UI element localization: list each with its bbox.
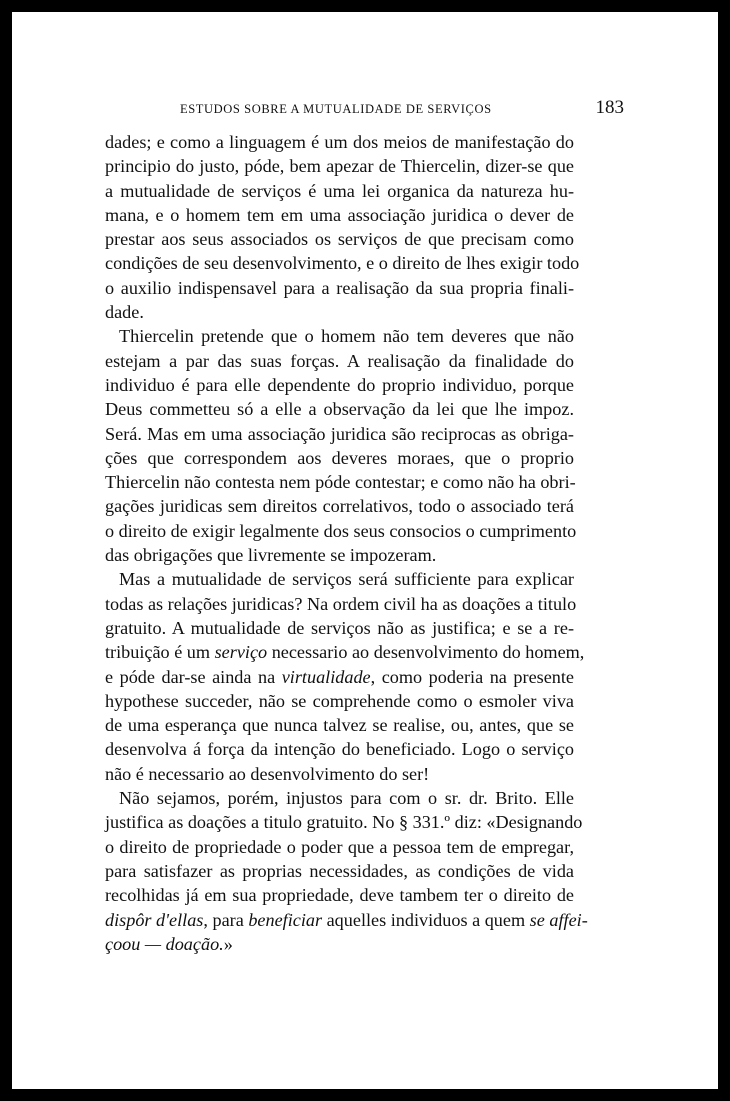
text-line: Não sejamos, porém, injustos para com o sr. dr. Brito. Elle (119, 788, 574, 809)
text-line: recolhidas já em sua propriedade, deve tambem ter o direito de (105, 885, 574, 906)
text-line: Thiercelin não contesta nem póde contestar; e como não ha obri- (105, 472, 576, 493)
page-number: 183 (595, 97, 624, 118)
text-line: não é necessario ao desenvolvimento do ser! (105, 763, 430, 784)
paragraph (105, 567, 585, 786)
body-text (105, 130, 588, 956)
text-line: ções que correspondem aos deveres moraes, que o proprio (105, 447, 574, 468)
paragraph (105, 786, 588, 956)
text-line: justifica as doações a titulo gratuito. No § 331.º diz: «Designando (105, 812, 583, 833)
text-line: de uma esperança que nunca talvez se realise, ou, antes, que se (105, 715, 574, 736)
text-line: gratuito. A mutualidade de serviços não as justifica; e se a re- (105, 617, 574, 638)
text-line: Mas a mutualidade de serviços será sufficiente para explicar (119, 569, 574, 590)
text-line: Será. Mas em uma associação juridica são reciprocas as obriga- (105, 423, 574, 444)
text-line: o auxilio indispensavel para a realisação da sua propria finali- (105, 277, 574, 298)
page-header (105, 93, 624, 123)
text-line: o direito de propriedade o poder que a pessoa tem de empregar, (105, 836, 574, 857)
running-title: ESTUDOS SOBRE A MUTUALIDADE DE SERVIÇOS (180, 102, 492, 116)
text-line: desenvolva á força da intenção do beneficiado. Logo o serviço (105, 739, 574, 760)
text-line: estejam a par das suas forças. A realisação da finalidade do (105, 350, 574, 371)
paragraph (105, 324, 577, 567)
text-line: tribuição é um serviço necessario ao desenvolvimento do homem, (105, 642, 585, 663)
paragraph (105, 130, 580, 324)
text-line: çoou — doação.» (105, 933, 233, 954)
text-line: para satisfazer as proprias necessidades, as condições de vida (105, 860, 574, 881)
text-line: todas as relações juridicas? Na ordem civil ha as doações a titulo (105, 593, 577, 614)
text-line: hypothese succeder, não se comprehende como o esmoler viva (105, 690, 574, 711)
text-line: dades; e como a linguagem é um dos meios de manifestação do (105, 132, 574, 152)
text-line: prestar aos seus associados os serviços de que precisam como (105, 229, 574, 250)
text-line: das obrigações que livremente se impozeram. (105, 545, 437, 566)
text-line: individuo é para elle dependente do proprio individuo, porque (105, 374, 574, 395)
text-line: a mutualidade de serviços é uma lei organica da natureza hu- (105, 180, 574, 201)
text-line: principio do justo, póde, bem apezar de Thiercelin, dizer-se que (105, 156, 574, 177)
book-page (12, 12, 718, 1089)
text-line: e póde dar-se ainda na virtualidade, como poderia na presente (105, 666, 575, 687)
text-line: Thiercelin pretende que o homem não tem deveres que não (119, 326, 574, 347)
text-line: dade. (105, 302, 144, 323)
text-line: mana, e o homem tem em uma associação juridica o dever de (105, 204, 574, 225)
text-line: dispôr d'ellas, para beneficiar aquelles individuos a quem se affei- (105, 909, 588, 930)
text-line: o direito de exigir legalmente dos seus consocios o cumprimento (105, 520, 577, 541)
text-line: condições de seu desenvolvimento, e o direito de lhes exigir todo (105, 253, 580, 274)
text-line: gações juridicas sem direitos correlativos, todo o associado terá (105, 496, 574, 517)
text-line: Deus commetteu só a elle a observação da lei que lhe impoz. (105, 399, 574, 420)
